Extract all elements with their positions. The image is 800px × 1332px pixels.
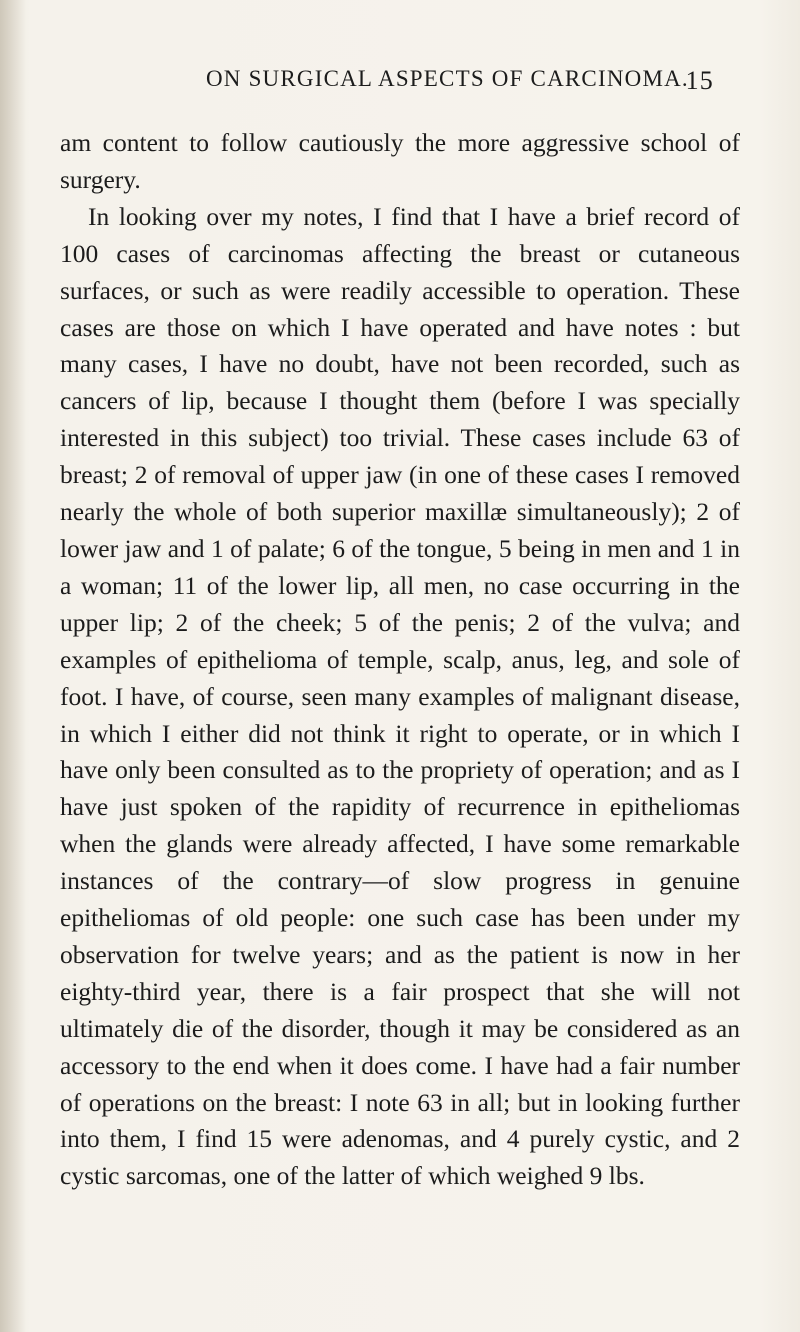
running-head [150,66,714,102]
gutter-shadow [0,0,26,1332]
running-title: ON SURGICAL ASPECTS OF CARCINOMA. [206,66,689,91]
paragraph-continuation: am content to follow cautiously the more aggressive school of surgery. [60,128,740,194]
paragraph: In looking over my notes, I find that I have a brief record of 100 cases of carcinomas affecting the breast or cutaneous surfaces, or such as were readily accessible to operation. These cases are those on which I have operated and have notes : but many cases, I have no doubt, have not been recorded, such as cancers of lip, because I thought them (before I was specially interested in this subject) too trivial. These cases include 63 of breast; 2 of removal of upper jaw (in one of these cases I removed nearly the whole of both superior maxillæ simultaneously); 2 of lower jaw and 1 of palate; 6 of the tongue, 5 being in men and 1 in a woman; 11 of the lower lip, all men, no case occurring in the upper lip; 2 of the cheek; 5 of the penis; 2 of the vulva; and examples of epithelioma of temple, scalp, anus, leg, and sole of foot. I have, of course, seen many examples of malignant disease, in which I either did not think it right to operate, or in which I have only been consulted as to the propriety of operation; and as I have just spoken of the rapidity of recurrence in epitheliomas when the glands were already affected, I have some remarkable instances of the contrary—of slow progress in genuine epitheliomas of old people: one such case has been under my observation for twelve years; and as the patient is now in her eighty-third year, there is a fair prospect that she will not ultimately die of the disorder, though it may be considered as an accessory to the end when it does come. I have had a fair number of operations on the breast: I note 63 in all; but in looking further into them, I find 15 were adenomas, and 4 purely cystic, and 2 cystic sarcomas, one of the latter of which weighed 9 lbs. [60,201,740,1191]
body-text [60,125,740,1195]
page-number: 15 [685,66,714,95]
